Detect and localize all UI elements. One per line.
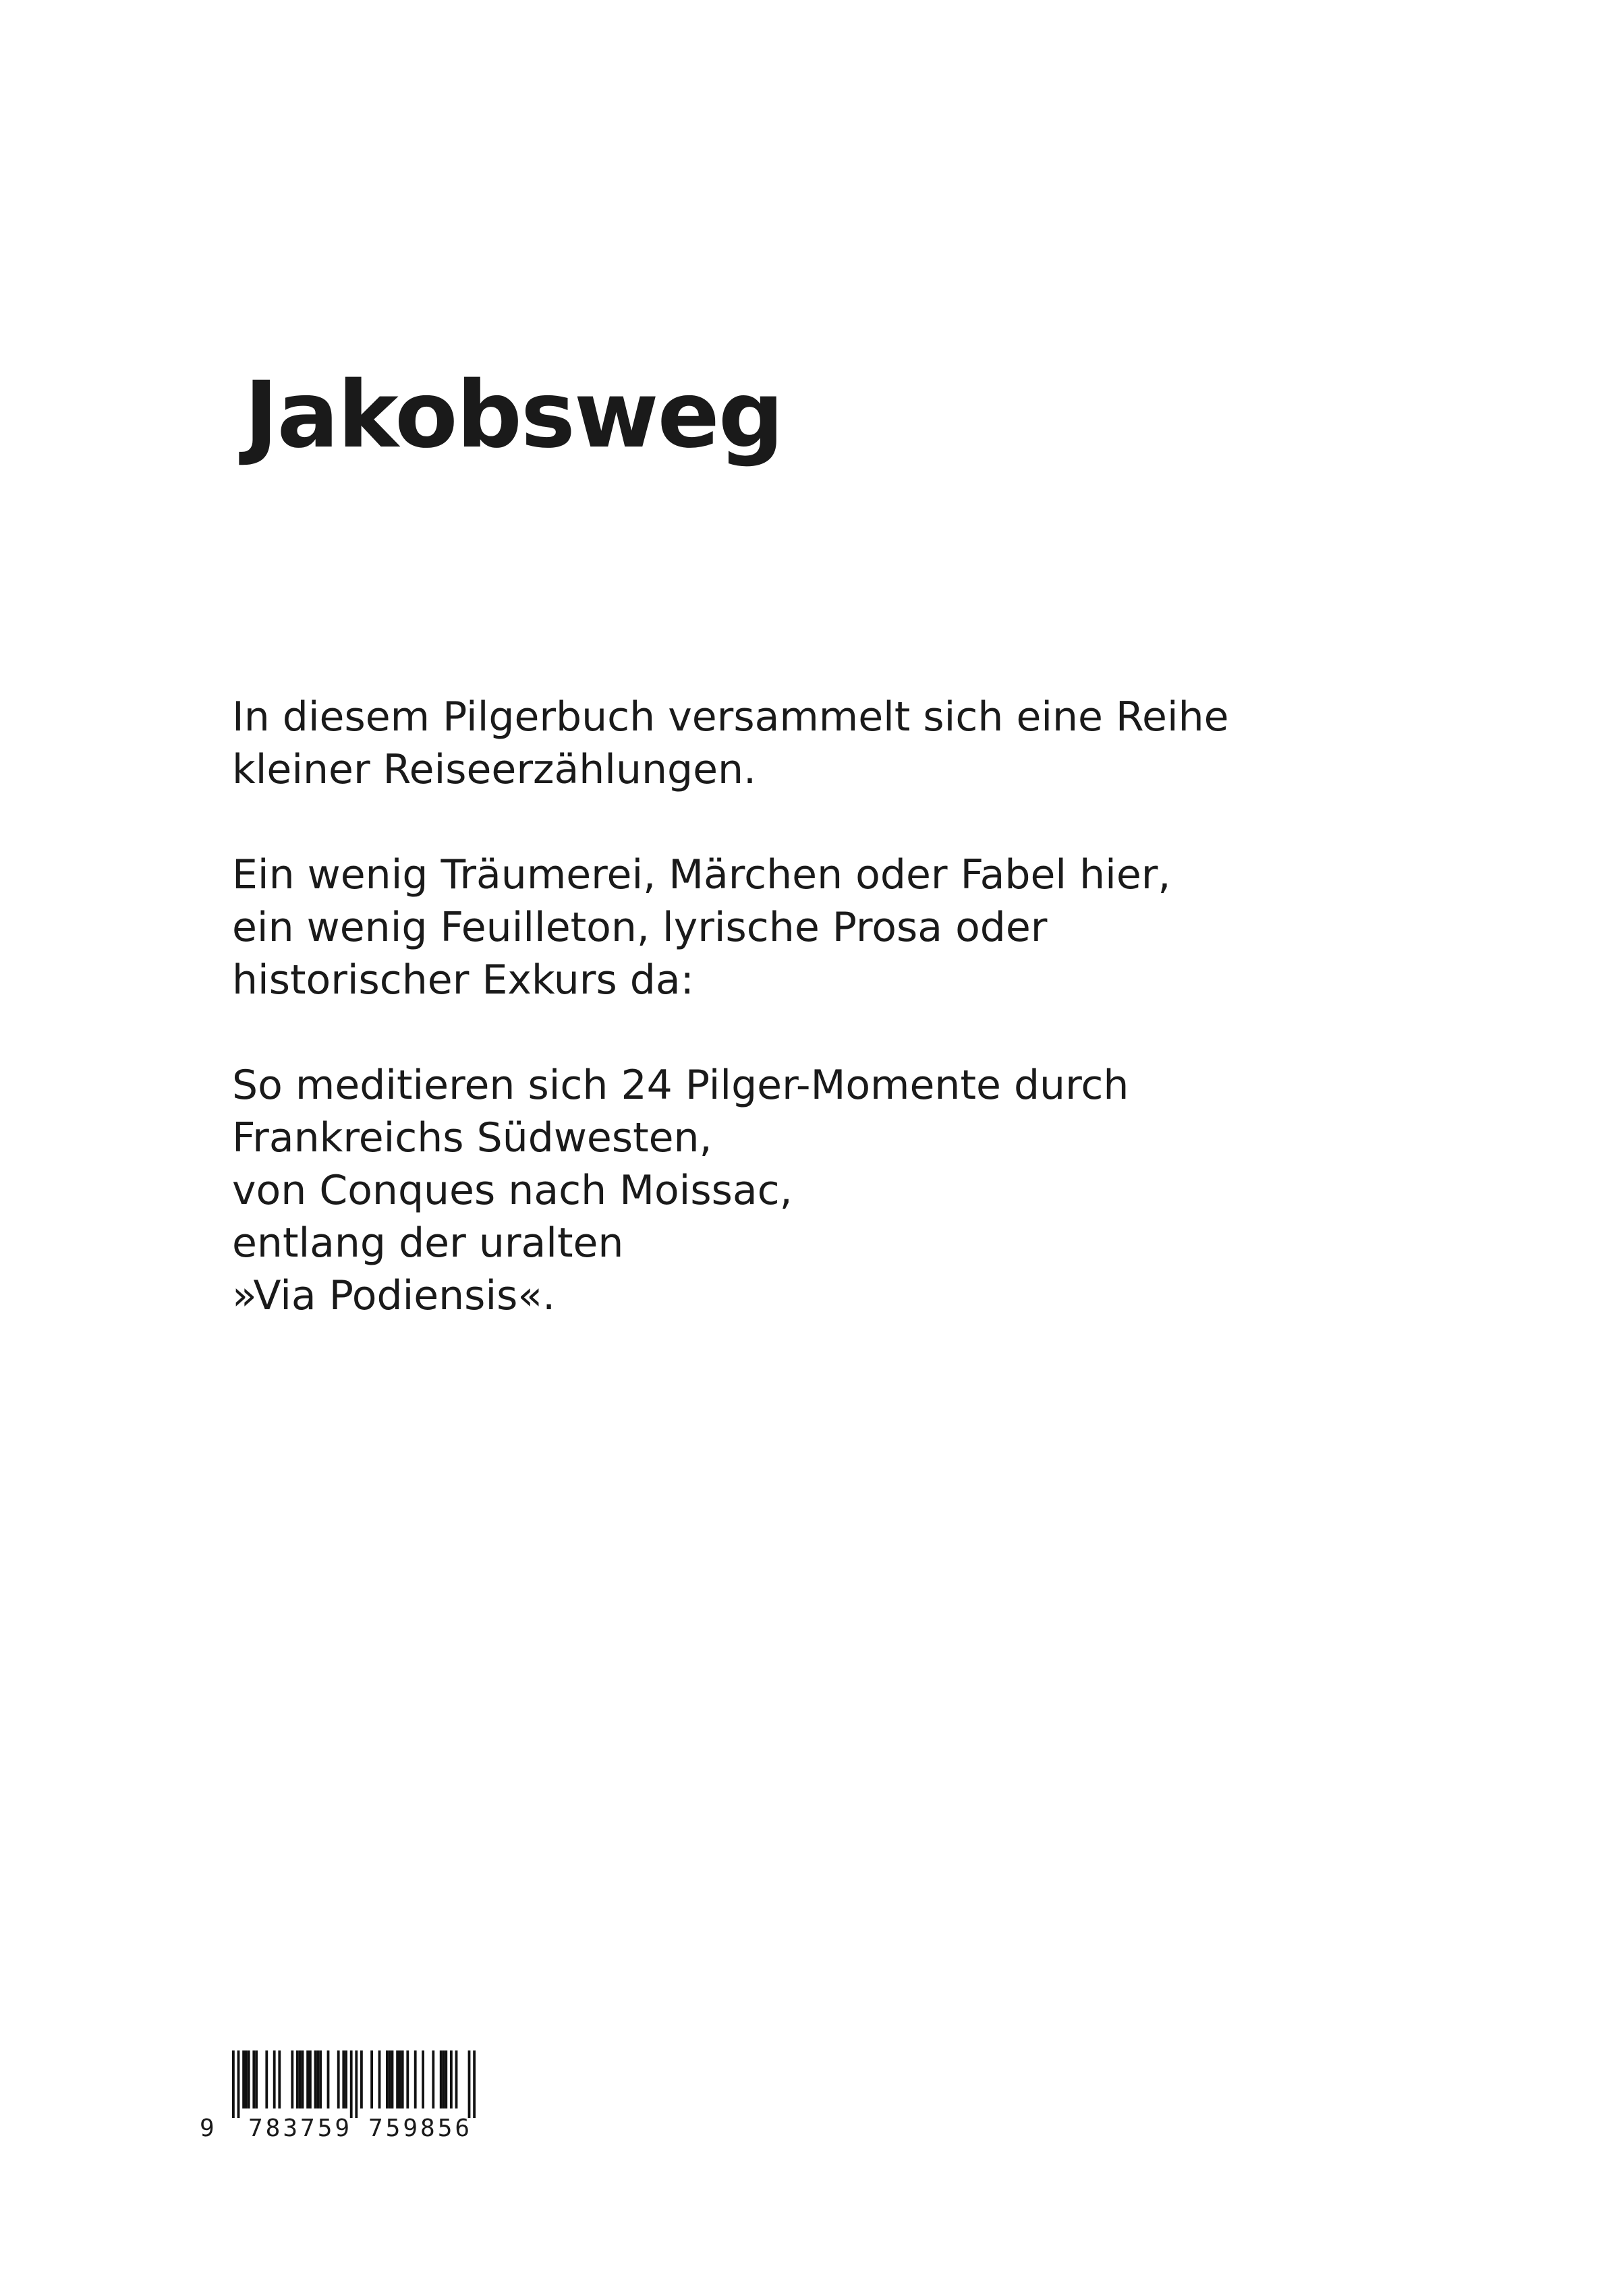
barcode-bar (309, 2050, 312, 2108)
blurb-line: Ein wenig Träumerei, Märchen oder Fabel hier, (232, 851, 1171, 898)
barcode-bar (314, 2050, 317, 2108)
barcode-bar (242, 2050, 245, 2108)
barcode-lead-digit: 9 (200, 2115, 215, 2142)
barcode-bar (345, 2050, 347, 2108)
barcode-bar (440, 2050, 443, 2108)
barcode-left-digits: 783759 (248, 2115, 353, 2142)
blurb-paragraph (232, 849, 1311, 1006)
barcode-bar (406, 2050, 409, 2108)
barcode-right-digits: 759856 (368, 2115, 473, 2142)
blurb-paragraph (232, 691, 1311, 796)
blurb-line: von Conques nach Moissac, (232, 1167, 793, 1214)
blurb-paragraph (232, 1059, 1311, 1322)
barcode-bar (265, 2050, 268, 2108)
isbn-barcode (200, 2050, 496, 2150)
barcode-guard-bar (355, 2050, 358, 2118)
barcode-bar (327, 2050, 330, 2108)
blurb-line: So meditieren sich 24 Pilger-Momente durch (232, 1062, 1129, 1109)
barcode-guard-bar (468, 2050, 471, 2118)
barcode-bar (414, 2050, 417, 2108)
blurb-line: kleiner Reiseerzählungen. (232, 746, 757, 793)
barcode-bar (342, 2050, 345, 2108)
barcode-bar (401, 2050, 404, 2108)
barcode-bar (370, 2050, 373, 2108)
barcode-bars (200, 2050, 496, 2118)
barcode-guard-bar (237, 2050, 240, 2118)
barcode-bar (306, 2050, 309, 2108)
barcode-bar (391, 2050, 394, 2108)
barcode-bar (316, 2050, 319, 2108)
barcode-bar (252, 2050, 255, 2108)
barcode-bar (399, 2050, 401, 2108)
barcode-bar (299, 2050, 302, 2108)
barcode-bar (291, 2050, 293, 2108)
barcode-bar (319, 2050, 322, 2108)
blurb-line: historischer Exkurs da: (232, 956, 694, 1004)
barcode-bar (278, 2050, 281, 2108)
barcode-bar (337, 2050, 340, 2108)
barcode-bar (245, 2050, 248, 2108)
barcode-bar (450, 2050, 453, 2108)
barcode-guard-bar (350, 2050, 353, 2118)
barcode-guard-bar (232, 2050, 235, 2118)
barcode-bar (378, 2050, 381, 2108)
blurb-line: »Via Podiensis«. (232, 1272, 556, 1319)
barcode-bar (455, 2050, 458, 2108)
barcode-bar (443, 2050, 445, 2108)
barcode-bar (422, 2050, 424, 2108)
barcode-bar (248, 2050, 250, 2108)
blurb-line: entlang der uralten (232, 1219, 624, 1267)
barcode-bar (445, 2050, 447, 2108)
barcode-guard-bar (473, 2050, 476, 2118)
barcode-bar (432, 2050, 434, 2108)
blurb-line: In diesem Pilgerbuch versammelt sich eine Reihe (232, 693, 1229, 741)
book-title: Jakobsweg (244, 362, 783, 469)
blurb-text (232, 691, 1311, 1375)
barcode-bar (396, 2050, 399, 2108)
barcode-bar (302, 2050, 304, 2108)
barcode-bar (389, 2050, 391, 2108)
barcode-bar (273, 2050, 276, 2108)
blurb-line: Frankreichs Südwesten, (232, 1114, 712, 1161)
barcode-bar (255, 2050, 258, 2108)
blurb-line: ein wenig Feuilleton, lyrische Prosa oder (232, 904, 1048, 951)
barcode-bar (360, 2050, 363, 2108)
barcode-bar (296, 2050, 299, 2108)
barcode-bar (386, 2050, 389, 2108)
